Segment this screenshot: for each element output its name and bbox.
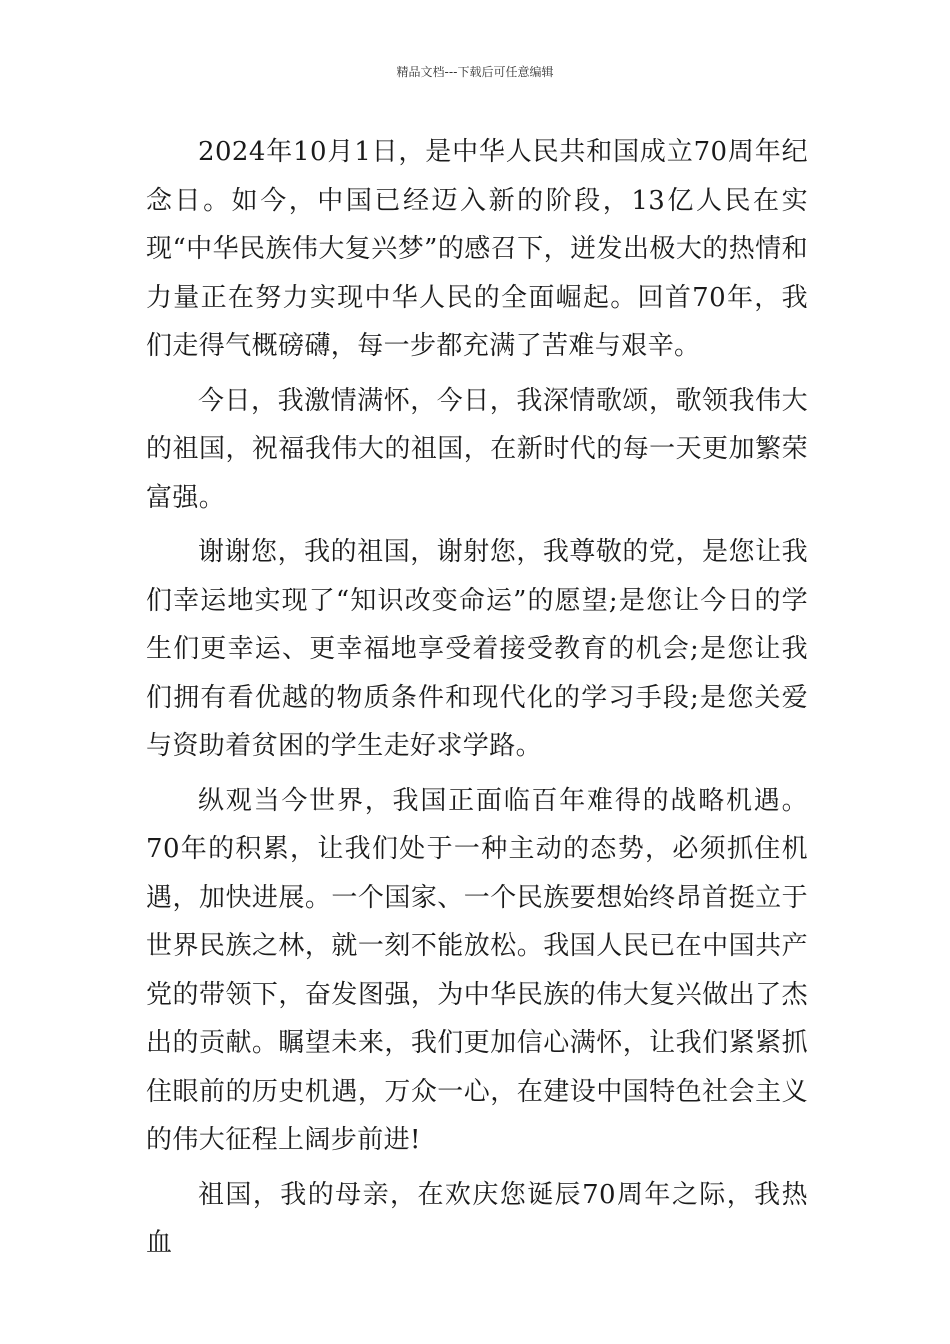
paragraph-3: 谢谢您，我的祖国，谢射您，我尊敬的党，是您让我们幸运地实现了“知识改变命运”的愿望;是您让今日的学生们更幸运、更幸福地享受着接受教育的机会;是您让我们拥有看优越的物质条件和现代化的学习手段;是您关爱与资助着贫困的学生走好求学路。	[146, 537, 808, 761]
paragraph-5: 祖国，我的母亲，在欢庆您诞辰70周年之际，我热血	[146, 1179, 808, 1258]
paragraph-2: 今日，我激情满怀，今日，我深情歌颂，歌领我伟大的祖国，祝福我伟大的祖国，在新时代的每一天更加繁荣富强。	[146, 385, 808, 513]
paragraph-4: 纵观当今世界，我国正面临百年难得的战略机遇。70年的积累，让我们处于一种主动的态势，必须抓住机遇，加快进展。一个国家、一个民族要想始终昂首挺立于世界民族之林，就一刻不能放松。我国人民已在中国共产党的带领下，奋发图强，为中华民族的伟大复兴做出了杰出的贡献。瞩望未来，我们更加信心满怀，让我们紧紧抓住眼前的历史机遇，万众一心，在建设中国特色社会主义的伟大征程上阔步前进!	[146, 785, 808, 1155]
document-body	[146, 128, 808, 1274]
page-header: 精品文档---下载后可任意编辑	[396, 65, 554, 79]
paragraph-1: 2024年10月1日，是中华人民共和国成立70周年纪念日。如今，中国已经迈入新的阶段，13亿人民在实现“中华民族伟大复兴梦”的感召下，迸发出极大的热情和力量正在努力实现中华人民的全面崛起。回首70年，我们走得气概磅礴，每一步都充满了苦难与艰辛。	[146, 137, 808, 361]
